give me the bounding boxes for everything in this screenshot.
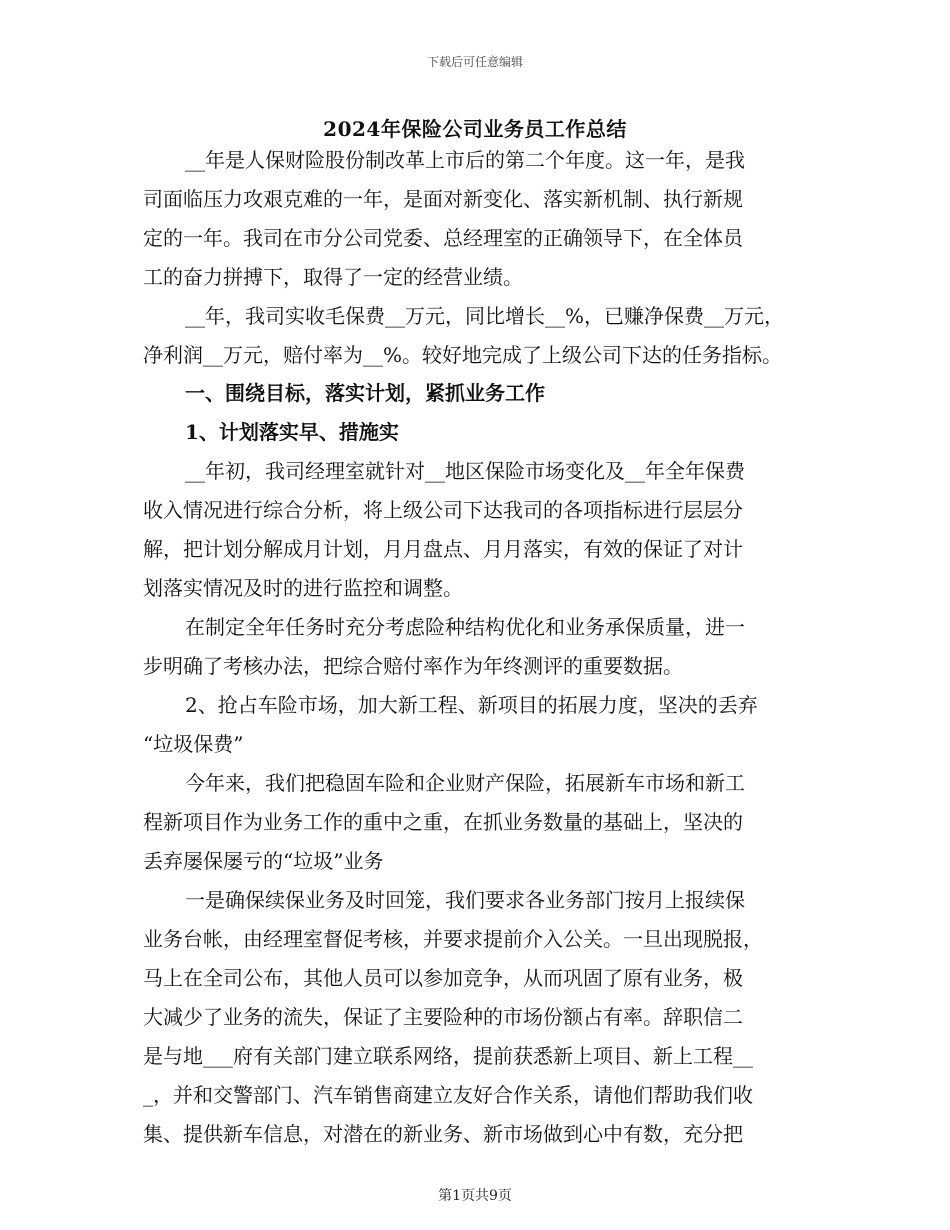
body-line: 解，把计划分解成月计划，月月盘点、月月落实，有效的保证了对计 <box>143 537 743 561</box>
header-note: 下载后可任意编辑 <box>426 55 523 69</box>
body-line: 划落实情况及时的进行监控和调整。 <box>143 576 463 600</box>
body-line: 马上在全司公布，其他人员可以参加竞争，从而巩固了原有业务，极 <box>143 966 743 990</box>
subsection-heading: 2、抢占车险市场，加大新工程、新项目的拓展力度，坚决的丢弃 <box>185 693 758 717</box>
body-line: 司面临压力攻艰克难的一年，是面对新变化、落实新机制、执行新规 <box>143 187 743 211</box>
body-line: 程新项目作为业务工作的重中之重，在抓业务数量的基础上，坚决的 <box>143 810 743 834</box>
body-line: 步明确了考核办法，把综合赔付率作为年终测评的重要数据。 <box>143 654 683 678</box>
document-title: 2024年保险公司业务员工作总结 <box>323 117 627 141</box>
section-heading: 一、围绕目标，落实计划，紧抓业务工作 <box>185 381 545 405</box>
body-line: __年，我司实收毛保费__万元，同比增长__%，已赚净保费__万元， <box>185 304 785 328</box>
body-line: 收入情况进行综合分析，将上级公司下达我司的各项指标进行层层分 <box>143 498 743 522</box>
body-line: _，并和交警部门、汽车销售商建立友好合作关系，请他们帮助我们收 <box>143 1083 753 1107</box>
body-line: 定的一年。我司在市分公司党委、总经理室的正确领导下，在全体员 <box>143 226 743 250</box>
body-line: 一是确保续保业务及时回笼，我们要求各业务部门按月上报续保 <box>185 888 745 912</box>
body-line: 在制定全年任务时充分考虑险种结构优化和业务承保质量，进一 <box>185 615 745 639</box>
body-line: __年初，我司经理室就针对__地区保险市场变化及__年全年保费 <box>185 459 745 483</box>
body-line: 净利润__万元，赔付率为__%。较好地完成了上级公司下达的任务指标。 <box>143 343 783 367</box>
subsection-heading: 1、计划落实早、措施实 <box>185 420 399 444</box>
body-line: __年是人保财险股份制改革上市后的第二个年度。这一年，是我 <box>185 148 745 172</box>
body-line: 丢弃屡保屡亏的“垃圾”业务 <box>143 849 384 873</box>
body-line: 今年来，我们把稳固车险和企业财产保险，拓展新车市场和新工 <box>185 771 745 795</box>
body-line: “垃圾保费” <box>143 732 244 756</box>
body-line: 集、提供新车信息，对潜在的新业务、新市场做到心中有数，充分把 <box>143 1122 743 1146</box>
body-line: 是与地___府有关部门建立联系网络，提前获悉新上项目、新上工程__ <box>143 1044 753 1068</box>
body-line: 工的奋力拼搏下，取得了一定的经营业绩。 <box>143 265 523 289</box>
page-number: 第1页共9页 <box>438 1188 512 1204</box>
body-line: 业务台帐，由经理室督促考核，并要求提前介入公关。一旦出现脱报， <box>143 927 763 951</box>
body-line: 大减少了业务的流失，保证了主要险种的市场份额占有率。辞职信二 <box>143 1005 743 1029</box>
